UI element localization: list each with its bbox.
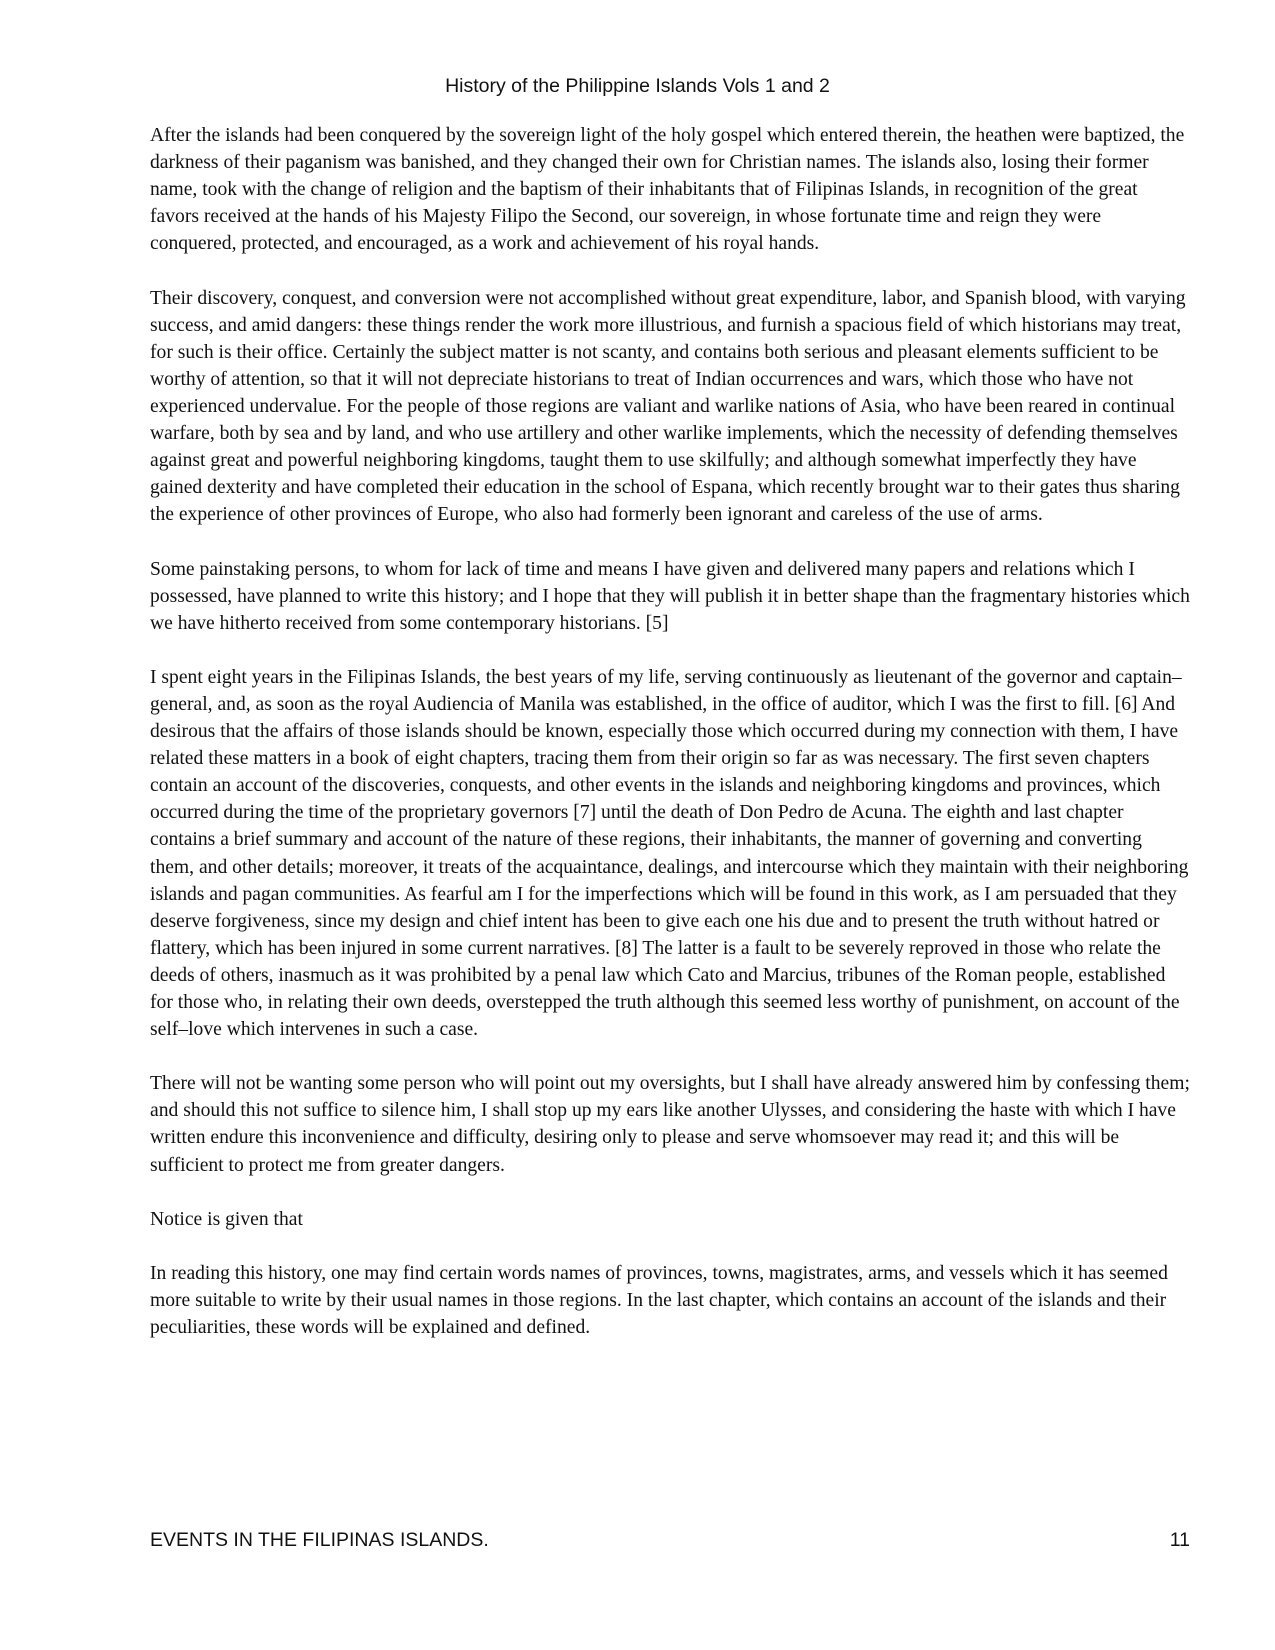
- book-title: History of the Philippine Islands Vols 1 and 2: [445, 75, 830, 97]
- page-number: 11: [1169, 1529, 1190, 1551]
- body-text: [150, 122, 1190, 1368]
- page-header: [0, 74, 1275, 98]
- paragraph-3: Some painstaking persons, to whom for lack of time and means I have given and delivered many papers and relations which I possessed, have planned to write this history; and I hope that they will publish it in better shape than the fragmentary histories which we have hitherto received from some contemporary historians. [5]: [150, 558, 1190, 634]
- paragraph-6: Notice is given that: [150, 1208, 303, 1230]
- paragraph-2: Their discovery, conquest, and conversion were not accomplished without great expenditure, labor, and Spanish blood, with varying success, and amid dangers: these things render the work more illustrious, and furnish a spacious field of which historians may treat, for such is their office. Certainly the subject matter is not scanty, and contains both serious and pleasant elements sufficient to be worthy of attention, so that it will not depreciate historians to treat of Indian occurrences and wars, which those who have not experienced undervalue. For the people of those regions are valiant and warlike nations of Asia, who have been reared in continual warfare, both by sea and by land, and who use artillery and other warlike implements, which the necessity of defending themselves against great and powerful neighboring kingdoms, taught them to use skilfully; and although somewhat imperfectly they have gained dexterity and have completed their education in the school of Espana, which recently brought war to their gates thus sharing the experience of other provinces of Europe, who also had formerly been ignorant and careless of the use of arms.: [150, 287, 1186, 526]
- paragraph-7: In reading this history, one may find certain words names of provinces, towns, magistrates, arms, and vessels which it has seemed more suitable to write by their usual names in those regions. In the last chapter, which contains an account of the islands and their peculiarities, these words will be explained and defined.: [150, 1262, 1168, 1339]
- paragraph-4: I spent eight years in the Filipinas Islands, the best years of my life, serving continuously as lieutenant of the governor and captain–general, and, as soon as the royal Audiencia of Manila was established, in the office of auditor, which I was the first to fill. [6] And desirous that the affairs of those islands should be known, especially those which occurred during my connection with them, I have related these matters in a book of eight chapters, tracing them from their origin so far as was necessary. The first seven chapters contain an account of the discoveries, conquests, and other events in the islands and neighboring kingdoms and provinces, which occurred during the time of the proprietary governors [7] until the death of Don Pedro de Acuna. The eighth and last chapter contains a brief summary and account of the nature of these regions, their inhabitants, the manner of governing and converting them, and other details; moreover, it treats of the acquaintance, dealings, and intercourse which they maintain with their neighboring islands and pagan communities. As fearful am I for the imperfections which will be found in this work, as I am persuaded that they deserve forgiveness, since my design and chief intent has been to give each one his due and to present the truth without hatred or flattery, which has been injured in some current narratives. [8] The latter is a fault to be severely reproved in those who relate the deeds of others, inasmuch as it was prohibited by a penal law which Cato and Marcius, tribunes of the Roman people, established for those who, in relating their own deeds, overstepped the truth although this seemed less worthy of punishment, on account of the self–love which intervenes in such a case.: [150, 666, 1189, 1041]
- paragraph-5: There will not be wanting some person who will point out my oversights, but I shall have already answered him by confessing them; and should this not suffice to silence him, I shall stop up my ears like another Ulysses, and considering the haste with which I have written endure this inconvenience and difficulty, desiring only to please and serve whomsoever may read it; and this will be sufficient to protect me from greater dangers.: [150, 1073, 1190, 1176]
- paragraph-1: After the islands had been conquered by the sovereign light of the holy gospel which entered therein, the heathen were baptized, the darkness of their paganism was banished, and they changed their own for Christian names. The islands also, losing their former name, took with the change of religion and the baptism of their inhabitants that of Filipinas Islands, in recognition of the great favors received at the hands of his Majesty Filipo the Second, our sovereign, in whose fortunate time and reign they were conquered, protected, and encouraged, as a work and achievement of his royal hands.: [150, 125, 1185, 255]
- chapter-title: EVENTS IN THE FILIPINAS ISLANDS.: [150, 1529, 489, 1551]
